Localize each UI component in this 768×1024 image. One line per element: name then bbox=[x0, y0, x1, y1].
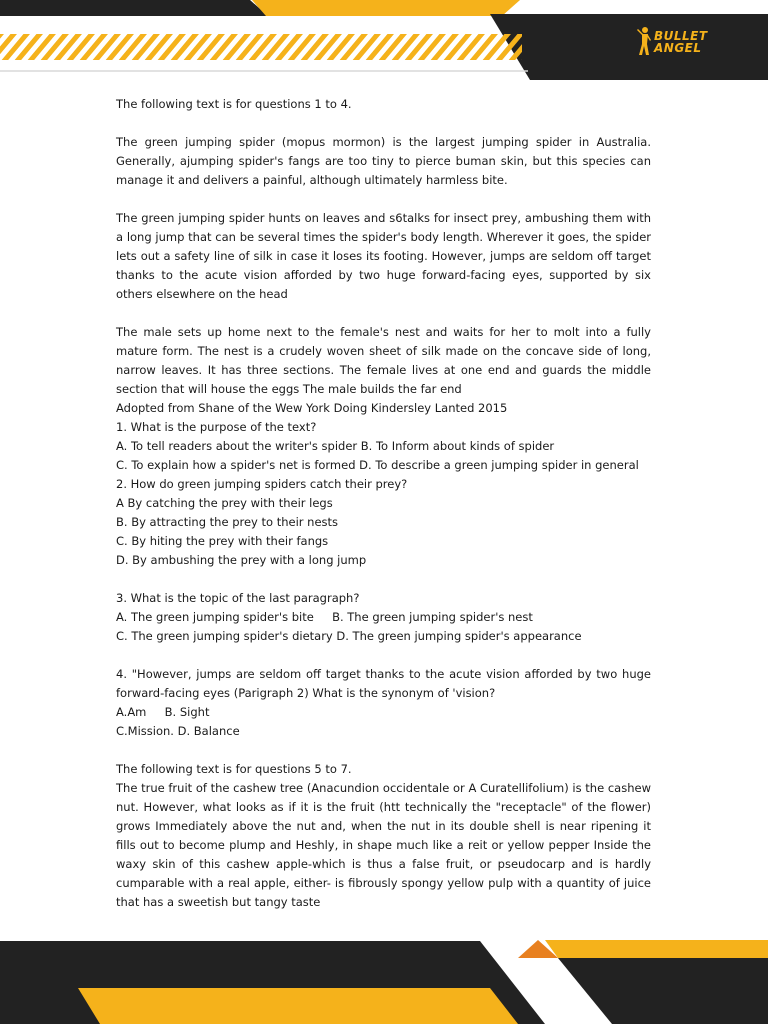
logo-line-1: BULLET bbox=[654, 29, 708, 43]
document-body bbox=[116, 95, 651, 912]
paragraph-3: The male sets up home next to the female's nest and waits for her to molt into a fully mature form. The nest is a crudely woven sheet of silk made on the concave side of long, narrow leaves. It has three sections. The female lives at one end and guards the middle section that will house the eggs The male builds the far end bbox=[116, 325, 651, 396]
question-4-options-ab: A.Am B. Sight bbox=[116, 705, 210, 719]
paragraph-2: The green jumping spider hunts on leaves and s6talks for insect prey, ambushing them with a long jump that can be several times the spider's body length. Wherever it goes, the spider lets out a safety line of silk in case it loses its footing. However, jumps are seldom off target thanks to the acute vision afforded by two huge forward-facing eyes, supported by six others elsewhere on the head bbox=[116, 211, 651, 301]
source-line: Adopted from Shane of the Wew York Doing Kindersley Lanted 2015 bbox=[116, 401, 508, 415]
question-1-options-cd: C. To explain how a spider's net is formed D. To describe a green jumping spider in general bbox=[116, 458, 639, 472]
logo-line-2: ANGEL bbox=[654, 41, 702, 55]
intro-questions-1-4: The following text is for questions 1 to 4. bbox=[116, 97, 352, 111]
question-1: 1. What is the purpose of the text? bbox=[116, 420, 317, 434]
question-3: 3. What is the topic of the last paragraph? bbox=[116, 591, 360, 605]
question-2-option-b: B. By attracting the prey to their nests bbox=[116, 515, 339, 529]
logo-wordmark bbox=[654, 30, 708, 54]
intro-questions-5-7: The following text is for questions 5 to 7. bbox=[116, 762, 352, 776]
brand-logo bbox=[636, 24, 736, 60]
question-4-options-cd: C.Mission. D. Balance bbox=[116, 724, 240, 738]
paragraph-1: The green jumping spider (mopus mormon) is the largest jumping spider in Australia. Generally, ajumping spider's fangs are too tiny to pierce buman skin, but this species can manage it and delivers a painful, although ultimately harmless bite. bbox=[116, 135, 651, 187]
question-4: 4. "However, jumps are seldom off target thanks to the acute vision afforded by two huge forward-facing eyes (Parigraph 2) What is the synonym of 'vision? bbox=[116, 667, 651, 700]
angel-figure-icon bbox=[636, 26, 652, 56]
question-2: 2. How do green jumping spiders catch their prey? bbox=[116, 477, 408, 491]
question-1-options-ab: A. To tell readers about the writer's spider B. To Inform about kinds of spider bbox=[116, 439, 555, 453]
footer-banner bbox=[0, 936, 768, 1024]
question-2-option-c: C. By hiting the prey with their fangs bbox=[116, 534, 329, 548]
question-3-options-ab: A. The green jumping spider's bite B. The green jumping spider's nest bbox=[116, 610, 533, 624]
question-2-option-a: A By catching the prey with their legs bbox=[116, 496, 333, 510]
question-3-options-cd: C. The green jumping spider's dietary D. The green jumping spider's appearance bbox=[116, 629, 582, 643]
question-2-option-d: D. By ambushing the prey with a long jump bbox=[116, 553, 367, 567]
paragraph-4: The true fruit of the cashew tree (Anacundion occidentale or A Curatellifolium) is the cashew nut. However, what looks as if it is the fruit (htt technically the "receptacle" of the flower) grows Immediately above the nut and, when the nut in its double shell is near ripening it fills out to become plump and Heshly, in shape much like a reit or yellow pepper Inside the waxy skin of this cashew apple-which is thus a false fruit, or pseudocarp and is hardly cumparable with a real apple, either- is fibrously spongy yellow pulp with a quantity of juice that has a sweetish but tangy taste bbox=[116, 781, 651, 909]
